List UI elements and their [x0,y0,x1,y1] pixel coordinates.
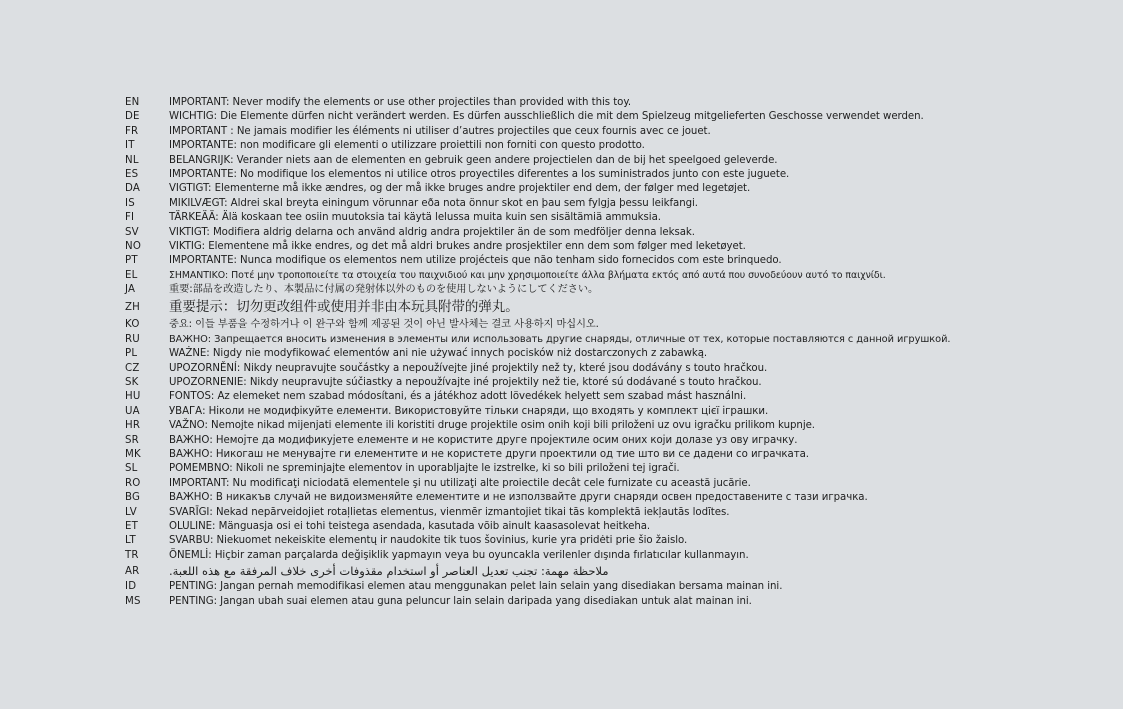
warning-text: MIKILVÆGT: Aldrei skal breyta einingum vörunnar eða nota önnur skot en þau sem fylgja þessu leikfangi. [169,197,698,209]
warning-text: PENTING: Jangan pernah memodifikasi elemen atau menggunakan pelet lain selain yang disediakan bersama mainan ini. [169,581,783,593]
warning-text: BELANGRIJK: Verander niets aan de elementen en gebruik geen andere projectielen dan de bij het speelgoed geleverde. [169,154,778,166]
language-code: IT [125,140,135,152]
warning-row-ms [125,595,1115,609]
warning-row-tr [125,549,1115,563]
language-code: ES [125,168,139,180]
warning-text: IMPORTANTE: Nunca modifique os elementos nem utilize projécteis que não tenham sido fornecidos com este brinquedo. [169,255,782,267]
warning-row-fr [125,125,1115,139]
warning-row-da [125,182,1115,196]
language-code: HR [125,420,141,432]
warning-text: ΣΗΜΑΝΤΙΚΟ: Ποτέ μην τροποποιείτε τα στοιχεία του παιχνιδιού και μην χρησιμοποιείτε άλλα βλήματα εκτός από αυτά που συνοδεύουν αυτό το παιχνίδι. [169,269,886,281]
warning-text: OLULINE: Mänguasja osi ei tohi teistega asendada, kasutada võib ainult kaasasolevat heitkeha. [169,520,651,532]
language-code: PL [125,348,138,360]
warning-text: TÄRKEÄÄ: Älä koskaan tee osiin muutoksia tai käytä lelussa muita kuin sen sisältämiä ammuksia. [169,212,661,224]
warning-text: SVARBU: Niekuomet nekeiskite elementų ir naudokite tik tuos šovinius, kurie yra pridėti prie šio žaislo. [169,535,688,547]
language-code: LV [125,506,137,518]
warning-text: VAŽNO: Nemojte nikad mijenjati elemente ili koristiti druge projektile osim onih koji bili priloženi uz ovu igračku prilikom kupnje. [169,420,815,432]
warning-row-pt [125,254,1115,268]
warning-row-bg [125,491,1115,505]
warning-text: SVARĪGI: Nekad nepārveidojiet rotaļlietas elementus, vienmēr izmantojiet tikai tās komplektā iekļautās lodītes. [169,506,730,518]
warning-row-id [125,580,1115,594]
warning-text: ВАЖНО: Немојте да модификујете елементе и не користите друге пројектиле осим оних који долазе уз ову играчку. [169,434,798,446]
language-code: JA [125,284,136,296]
warning-text: УВАГА: Ніколи не модифікуйте елементи. Використовуйте тільки снаряди, що входять у комплект цієї іграшки. [169,405,769,417]
warning-text: IMPORTANT : Ne jamais modifier les éléments ni utiliser d’autres projectiles que ceux fournis avec ce jouet. [169,125,711,137]
warning-list [125,96,1115,609]
language-code: SK [125,377,139,389]
language-code: ET [125,520,139,532]
warning-row-sv [125,226,1115,240]
language-code: BG [125,492,141,504]
warning-row-sr [125,434,1115,448]
language-code: NL [125,154,139,166]
language-code: FR [125,125,139,137]
language-code: EN [125,97,140,108]
language-code: LT [125,535,136,547]
warning-text: ВАЖНО: Запрещается вносить изменения в элементы или использовать другие снаряды, отличные от тех, которые поставляются с данной игрушкой. [169,333,951,345]
warning-row-cz [125,362,1115,376]
warning-text: WAŻNE: Nigdy nie modyfikować elementów ani nie używać innych pocisków niż dostarczonych z zabawką. [169,348,708,360]
language-code: HU [125,391,141,403]
language-code: SV [125,226,139,238]
warning-text: ملاحظة مهمة: تجنب تعديل العناصر أو استخدام مقذوفات أخرى خلاف المرفقة مع هذه اللعبة. [169,564,609,579]
language-code: SR [125,434,139,446]
language-code: RU [125,333,140,345]
warning-text: ВАЖНО: Никогаш не менувајте ги елементите и не користете други проектили од тие што ви се дадени со играчката. [169,448,809,460]
warning-text: IMPORTANT: Nu modificaţi niciodată elementele şi nu utilizaţi alte proiectile decât cele furnizate cu această jucărie. [169,477,751,489]
language-code: IS [125,197,135,209]
warning-row-es [125,168,1115,182]
language-code: DA [125,183,141,195]
warning-text: FONTOS: Az elemeket nem szabad módosítani, és a játékhoz adott lövedékek helyett sem szabad mást használni. [169,391,747,403]
warning-row-nl [125,154,1115,168]
warning-text: ÖNEMLİ: Hiçbir zaman parçalarda değişiklik yapmayın veya bu oyuncakla verilenler dışında fırlatıcılar kullanmayın. [169,549,749,561]
language-code: NO [125,240,142,252]
warning-text: VIGTIGT: Elementerne må ikke ændres, og der må ikke bruges andre projektiler end dem, der følger med legetøjet. [169,183,751,195]
warning-row-fi [125,211,1115,225]
warning-row-ru [125,333,1115,347]
warning-text: ВАЖНО: В никакъв случай не видоизменяйте елементите и не използвайте други снаряди освен предоставените с тази играчка. [169,492,868,504]
warning-row-en [125,96,1115,110]
warning-row-hr [125,419,1115,433]
language-code: MS [125,595,141,607]
warning-row-zh [125,297,1115,318]
warning-row-lt [125,534,1115,548]
warning-text: IMPORTANTE: non modificare gli elementi o utilizzare proiettili non forniti con questo prodotto. [169,140,645,152]
warning-text: VIKTIGT: Modifiera aldrig delarna och använd aldrig andra projektiler än de som medföljer denna leksak. [169,226,695,238]
warning-row-ja [125,283,1115,297]
language-code: DE [125,111,140,123]
language-code: UA [125,405,140,417]
warning-row-de [125,110,1115,124]
warning-text: 중요: 이들 부품을 수정하거나 이 완구와 함께 제공된 것이 아닌 발사체는 결코 사용하지 마십시오. [169,319,599,331]
warning-row-is [125,197,1115,211]
warning-row-ro [125,477,1115,491]
language-code: ZH [125,302,141,314]
warning-text: VIKTIG: Elementene må ikke endres, og det må aldri brukes andre prosjektiler enn dem som følger med leketøyet. [169,240,746,252]
warning-text: 重要提示：切勿更改组件或使用并非由本玩具附带的弹丸。 [169,299,519,316]
warning-row-pl [125,347,1115,361]
warning-row-lv [125,506,1115,520]
language-code: MK [125,448,141,460]
warning-row-ua [125,405,1115,419]
warning-row-sk [125,376,1115,390]
warning-text: PENTING: Jangan ubah suai elemen atau guna peluncur lain selain daripada yang disediakan untuk alat mainan ini. [169,595,752,607]
language-code: TR [125,549,139,561]
warning-text: IMPORTANTE: No modifique los elementos ni utilice otros proyectiles diferentes a los suministrados junto con este juguete. [169,168,790,180]
language-code: SL [125,463,138,475]
warning-row-et [125,520,1115,534]
language-code: EL [125,269,138,281]
warning-text: IMPORTANT: Never modify the elements or use other projectiles than provided with this toy. [169,97,632,108]
language-code: AR [125,566,140,578]
warning-row-mk [125,448,1115,462]
warning-text: POMEMBNO: Nikoli ne spreminjajte elementov in uporabljajte le izstrelke, ki so bili priloženi tej igrači. [169,463,680,475]
language-code: KO [125,319,140,331]
language-code: PT [125,255,138,267]
warning-text: UPOZORNĚNÍ: Nikdy neupravujte součástky a nepoužívejte jiné projektily než ty, které jsou dodávány s touto hračkou. [169,362,768,374]
warning-row-sl [125,462,1115,476]
warning-row-ko [125,318,1115,332]
warning-row-el [125,269,1115,283]
warning-row-it [125,139,1115,153]
warning-row-hu [125,390,1115,404]
language-code: FI [125,212,135,224]
warning-row-ar [125,563,1115,580]
language-code: ID [125,581,137,593]
warning-text: UPOZORNENIE: Nikdy neupravujte súčiastky a nepoužívajte iné projektily než tie, ktoré sú dodávané s touto hračkou. [169,377,762,389]
warning-row-no [125,240,1115,254]
language-code: CZ [125,362,140,374]
language-code: RO [125,477,141,489]
warning-text: WICHTIG: Die Elemente dürfen nicht verändert werden. Es dürfen ausschließlich die mit dem Spielzeug mitgelieferten Geschosse verwendet werden. [169,111,924,123]
warning-text: 重要:部品を改造したり、本製品に付属の発射体以外のものを使用しないようにしてください。 [169,284,599,296]
